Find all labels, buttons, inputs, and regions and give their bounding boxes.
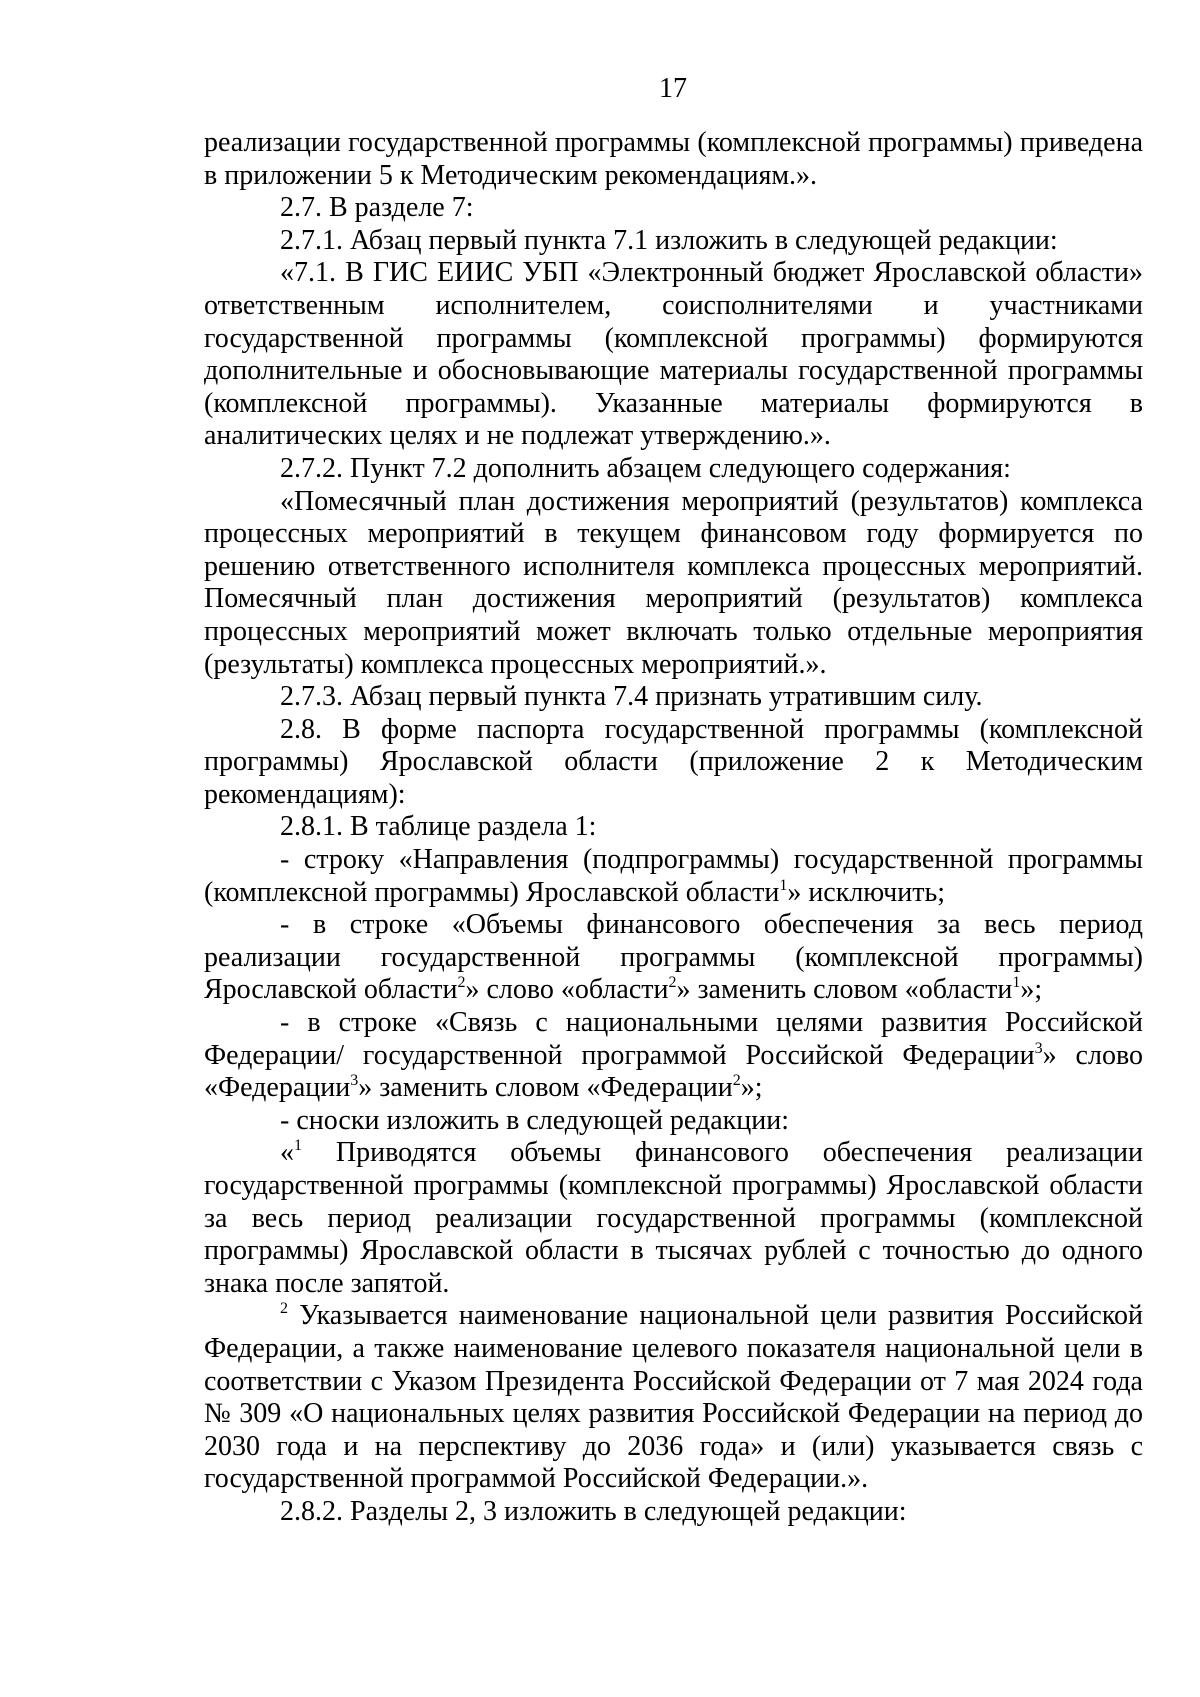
footnote-marker: 2: [668, 974, 677, 992]
footnote-marker: 3: [350, 1072, 359, 1090]
footnote-marker: 2: [732, 1072, 741, 1090]
paragraph: - строку «Направления (подпрограммы) государственной программы (комплексной программы) Ярославской области$^1$» исключить;: [204, 844, 1143, 908]
paragraph: 2.7.2. Пункт 7.2 дополнить абзацем следующего содержания:: [280, 452, 1011, 484]
footnote-marker: 1: [1012, 974, 1021, 992]
footnote-marker: 2: [457, 974, 466, 992]
paragraph: 2.8.1. В таблице раздела 1:: [280, 811, 597, 843]
page-number: 17: [659, 73, 687, 104]
paragraph: «7.1. В ГИС ЕИИС УБП «Электронный бюджет Ярославской области» ответственным исполнителем, соисполнителями и участниками государственной программы (комплексной программы) формируются дополнительные и обосновывающие материалы государственной программы (комплексной программы). Указанные материалы формируются в аналитических целях и не подлежат утверждению.».: [204, 257, 1143, 452]
paragraph: - сноски изложить в следующей редакции:: [280, 1104, 789, 1136]
paragraph: 2.8. В форме паспорта государственной программы (комплексной программы) Ярославской области (приложение 2 к Методическим рекомендациям):: [204, 713, 1143, 810]
document-body: [204, 127, 1143, 1529]
footnote-marker: 1: [294, 1137, 302, 1155]
paragraph: «Помесячный план достижения мероприятий (результатов) комплекса процессных мероприятий в текущем финансовом году формируется по решению ответственного исполнителя комплекса процессных мероприятий. Помесячный план достижения мероприятий (результатов) комплекса процессных мероприятий может включать только отдельные мероприятия (результаты) комплекса процессных мероприятий.».: [204, 485, 1143, 680]
paragraph: - в строке «Объемы финансового обеспечения за весь период реализации государственной программы (комплексной программы) Ярославской области$^2$» слово «области$^2$» заменить словом «области$^1$»;: [204, 909, 1143, 1006]
paragraph: «$^1$ Приводятся объемы финансового обеспечения реализации государственной программы (комплексной программы) Ярославской области за весь период реализации государственной программы (комплексной программы) Ярославской области в тысячах рублей с точностью до одного знака после запятой.: [204, 1137, 1143, 1299]
footnote-marker: 1: [779, 876, 788, 894]
footnote-marker: 3: [1034, 1039, 1043, 1057]
paragraph: 2.8.2. Разделы 2, 3 изложить в следующей редакции:: [280, 1495, 907, 1527]
paragraph: - в строке «Связь с национальными целями развития Российской Федерации/ государственной программой Российской Федерации$^3$» слово «Федерации$^3$» заменить словом «Федерации$^2$»;: [204, 1007, 1143, 1104]
paragraph: $^2$ Указывается наименование национальной цели развития Российской Федерации, а также наименование целевого показателя национальной цели в соответствии с Указом Президента Российской Федерации от 7 мая 2024 года № 309 «О национальных целях развития Российской Федерации на период до 2030 года и на перспективу до 2036 года» и (или) указывается связь с государственной программой Российской Федерации.».: [204, 1300, 1143, 1495]
paragraph: реализации государственной программы (комплексной программы) приведена в приложении 5 к Методическим рекомендациям.».: [204, 127, 1143, 191]
paragraph: 2.7. В разделе 7:: [280, 192, 474, 224]
paragraph: 2.7.1. Абзац первый пункта 7.1 изложить в следующей редакции:: [280, 224, 1058, 256]
paragraph: 2.7.3. Абзац первый пункта 7.4 признать утратившим силу.: [280, 681, 983, 713]
footnote-marker: 2: [280, 1300, 288, 1318]
